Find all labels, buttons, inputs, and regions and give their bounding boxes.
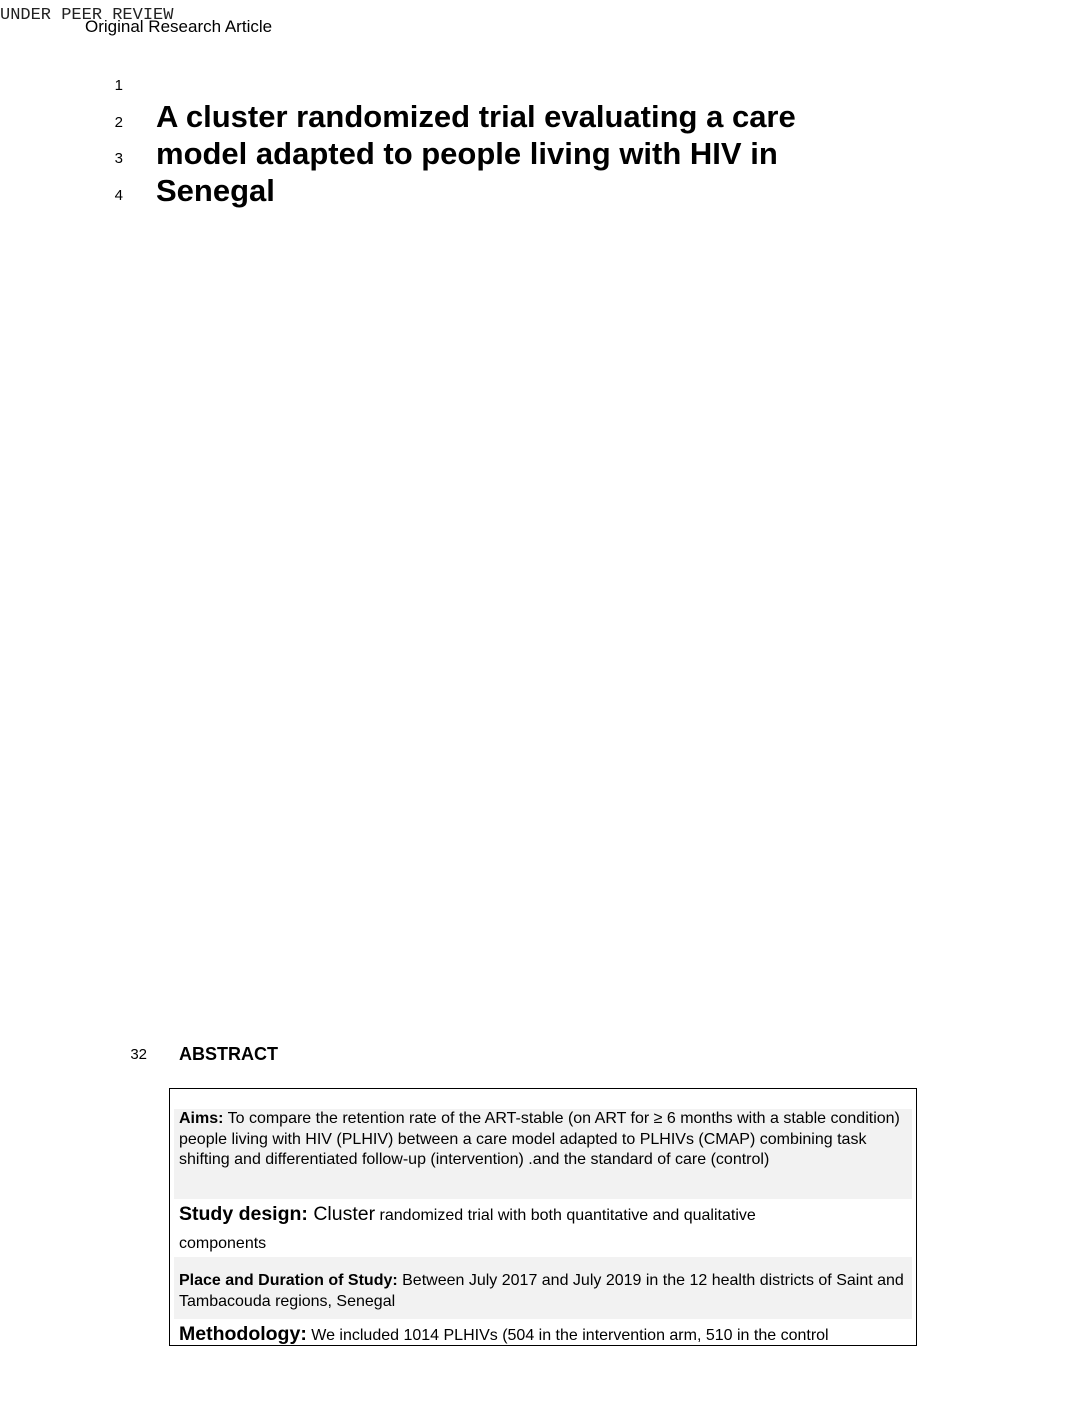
methodology-section [174,1319,912,1346]
line-number: 1 [114,77,123,94]
title-line: A cluster randomized trial evaluating a care [156,99,796,134]
title-line: Senegal [156,173,275,208]
line-number: 2 [114,114,123,131]
methodology-text: We included 1014 PLHIVs (504 in the intervention arm, 510 in the control [306,1327,829,1344]
line-number: 3 [114,150,123,167]
study-design-text: randomized trial with both quantitative and qualitative [375,1207,756,1224]
study-design-label: Study design: [179,1203,308,1225]
abstract-box [169,1088,917,1346]
place-duration-text: Between July 2017 and July 2019 in the 12 health districts of Saint and Tambacouda regions, Senegal [179,1272,904,1310]
article-type-label: Original Research Article [85,17,273,36]
study-design-text-big: Cluster [307,1203,376,1225]
study-design-section [174,1199,912,1257]
methodology-label: Methodology: [179,1323,307,1345]
aims-text: To compare the retention rate of the ART-stable (on ART for ≥ 6 months with a stable condition) people living with HIV (PLHIV) between a care model adapted to PLHIVs (CMAP) combining task shifting and differentiated follow-up (intervention) .and the standard of care (control) [179,1110,900,1168]
place-duration-label: Place and Duration of Study: [179,1272,398,1289]
line-number: 32 [130,1046,147,1063]
line-number: 4 [114,187,123,204]
abstract-heading: ABSTRACT [179,1044,278,1064]
title-line: model adapted to people living with HIV in [156,136,778,171]
aims-label: Aims: [179,1110,224,1127]
under-review-watermark: UNDER PEER REVIEW [0,6,174,25]
study-design-line [179,1199,908,1228]
aims-section [174,1109,912,1199]
place-duration-section [174,1257,912,1319]
study-design-continuation: components [179,1235,267,1252]
